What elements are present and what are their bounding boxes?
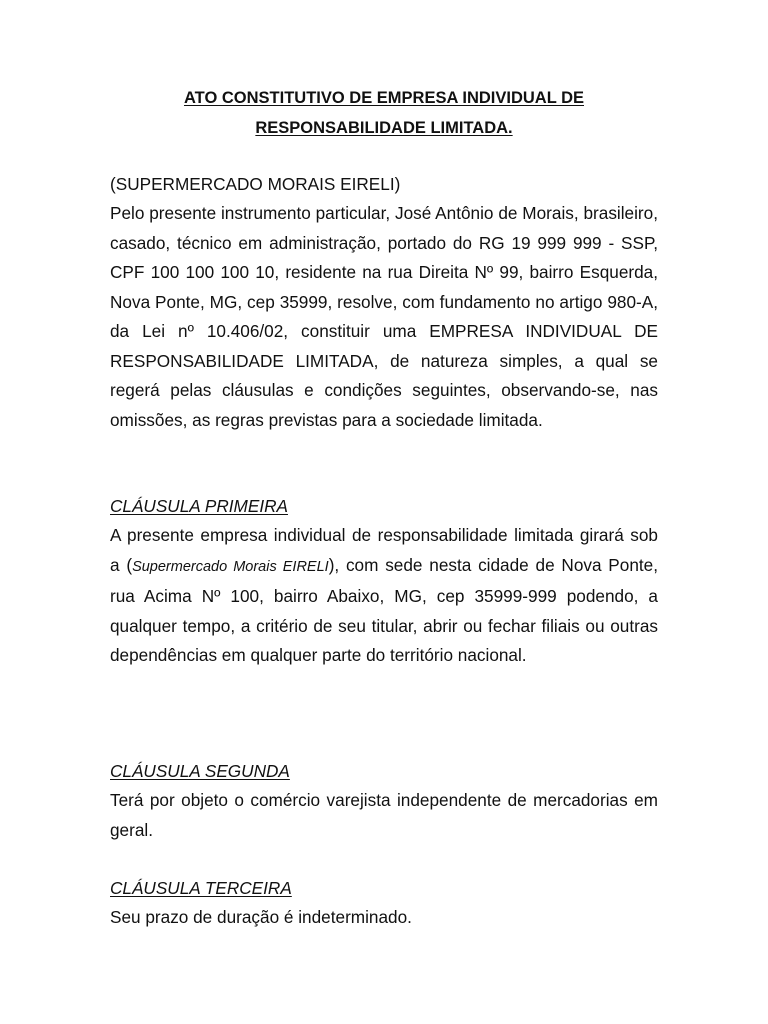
company-name-line: (SUPERMERCADO MORAIS EIRELI) bbox=[110, 174, 401, 194]
clause-3-text: Seu prazo de duração é indeterminado. bbox=[110, 907, 412, 927]
document-title-line-1: ATO CONSTITUTIVO DE EMPRESA INDIVIDUAL DE bbox=[183, 89, 584, 107]
clause-1-company-name: Supermercado Morais EIRELI bbox=[132, 558, 329, 575]
document-title-line-2: RESPONSABILIDADE LIMITADA. bbox=[255, 118, 513, 137]
clause-1-text-start: A presente empresa individual de responsabilidade limitada girará sob a ( bbox=[110, 525, 658, 575]
clause-1-text bbox=[110, 521, 658, 671]
clause-1-heading: CLÁUSULA PRIMEIRA bbox=[110, 496, 288, 516]
clause-3-heading: CLÁUSULA TERCEIRA bbox=[110, 878, 292, 898]
clause-2-text: Terá por objeto o comércio varejista independente de mercadorias em geral. bbox=[110, 790, 658, 840]
clause-2-heading: CLÁUSULA SEGUNDA bbox=[110, 761, 290, 781]
preamble-paragraph: Pelo presente instrumento particular, José Antônio de Morais, brasileiro, casado, técnico em administração, portado do RG 19 999 999 - SSP, CPF 100 100 100 10, residente na rua Direita Nº 99, bairro Esquerda, Nova Ponte, MG, cep 35999, resolve, com fundamento no artigo 980-A, da Lei nº 10.406/02, constituir uma EMPRESA INDIVIDUAL DE RESPONSABILIDADE LIMITADA, de natureza simples, a qual se regerá pelas cláusulas e condições seguintes, observando-se, nas omissões, as regras previstas para a sociedade limitada. bbox=[110, 203, 658, 430]
clause-1-text-end: ), com sede nesta cidade de Nova Ponte, rua Acima Nº 100, bairro Abaixo, MG, cep 35999-999 podendo, a qualquer tempo, a critério de seu titular, abrir ou fechar filiais ou outras dependências em qualquer parte do território nacional. bbox=[110, 554, 659, 665]
document-title bbox=[110, 84, 658, 143]
